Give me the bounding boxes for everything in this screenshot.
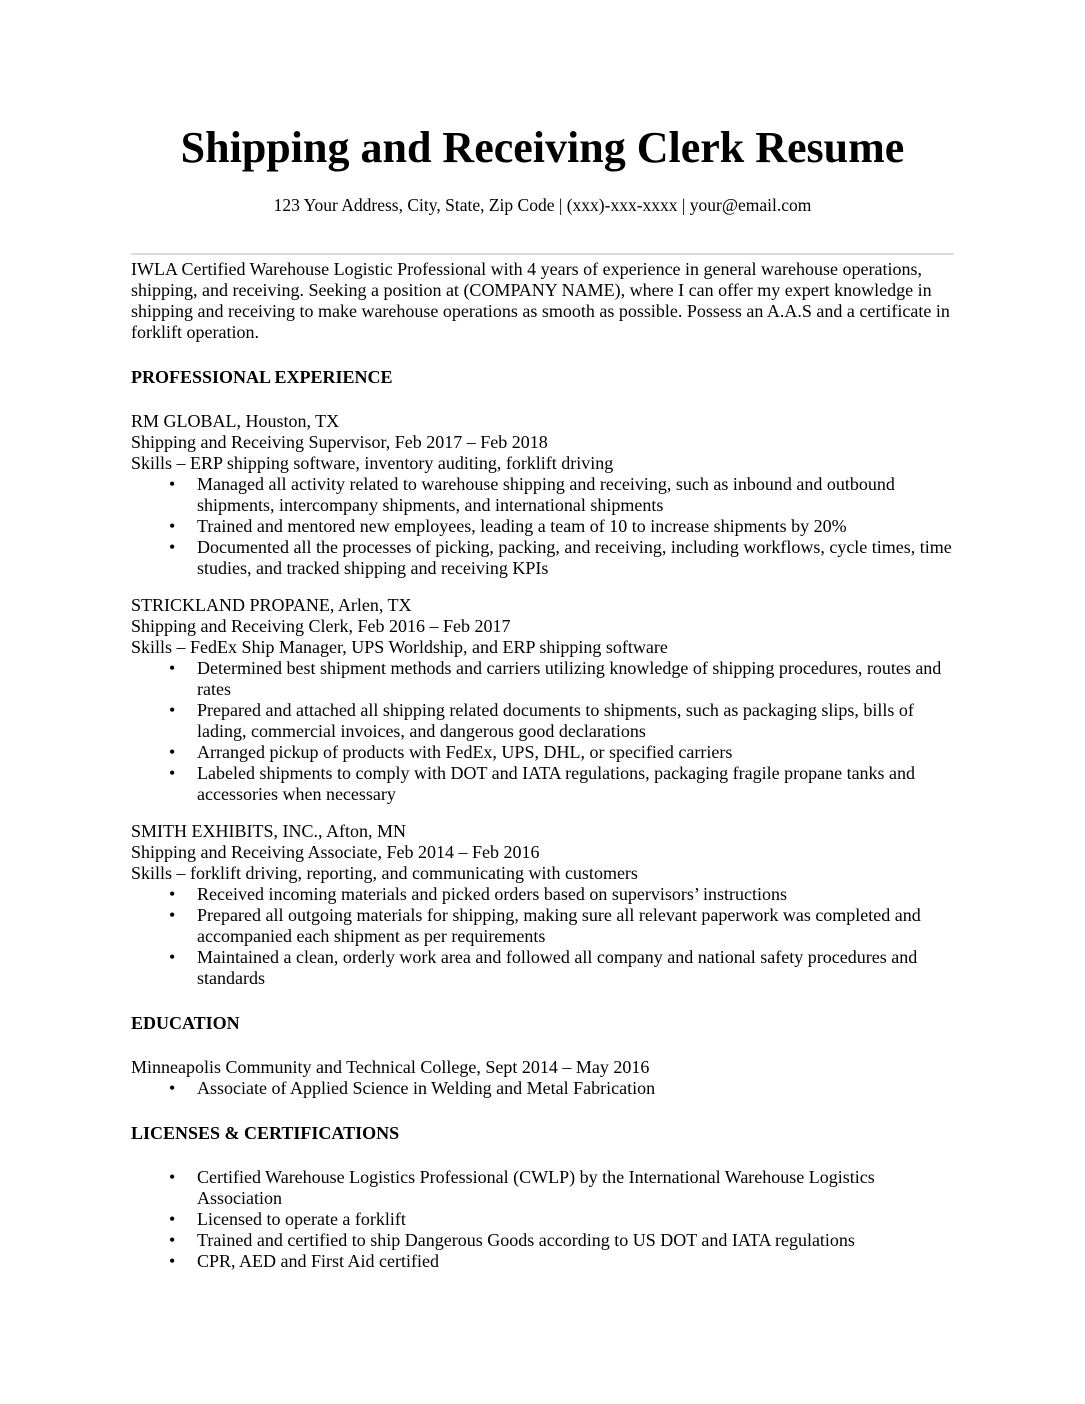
bullet-icon: • <box>169 884 176 904</box>
divider <box>131 253 954 255</box>
job-bullets <box>131 884 957 989</box>
list-item <box>131 1251 957 1272</box>
bullet-text: Received incoming materials and picked orders based on supervisors’ instructions <box>197 884 788 904</box>
bullet-text: Arranged pickup of products with FedEx, UPS, DHL, or specified carriers <box>197 742 733 762</box>
list-item <box>131 1230 957 1251</box>
bullet-icon: • <box>169 474 176 494</box>
job-skills: Skills – ERP shipping software, inventory auditing, forklift driving <box>131 453 614 473</box>
job-bullets <box>131 658 957 805</box>
bullet-icon: • <box>169 1209 176 1229</box>
job-title: Shipping and Receiving Supervisor, Feb 2017 – Feb 2018 <box>131 432 548 452</box>
bullet-text: Maintained a clean, orderly work area and followed all company and national safety procedures and standards <box>197 947 918 988</box>
education-school: Minneapolis Community and Technical College, Sept 2014 – May 2016 <box>131 1057 650 1077</box>
bullet-text: Prepared and attached all shipping related documents to shipments, such as packaging slips, bills of lading, commercial invoices, and dangerous good declarations <box>197 700 914 741</box>
list-item <box>131 1209 957 1230</box>
list-item <box>131 1167 957 1209</box>
list-item <box>131 474 957 516</box>
bullet-icon: • <box>169 1251 176 1271</box>
job-company: RM GLOBAL, Houston, TX <box>131 411 340 431</box>
list-item <box>131 884 957 905</box>
bullet-icon: • <box>169 742 176 762</box>
bullet-icon: • <box>169 1078 176 1098</box>
list-item <box>131 742 957 763</box>
job-skills: Skills – forklift driving, reporting, and communicating with customers <box>131 863 638 883</box>
bullet-text: Determined best shipment methods and carriers utilizing knowledge of shipping procedures, routes and rates <box>197 658 942 699</box>
bullet-text: Labeled shipments to comply with DOT and IATA regulations, packaging fragile propane tanks and accessories when necessary <box>197 763 916 804</box>
list-item <box>131 658 957 700</box>
bullet-text: Associate of Applied Science in Welding and Metal Fabrication <box>197 1078 656 1098</box>
job-skills: Skills – FedEx Ship Manager, UPS Worldship, and ERP shipping software <box>131 637 668 657</box>
bullet-icon: • <box>169 516 176 536</box>
list-item <box>131 700 957 742</box>
job-company: SMITH EXHIBITS, INC., Afton, MN <box>131 821 407 841</box>
bullet-icon: • <box>169 537 176 557</box>
bullet-icon: • <box>169 658 176 678</box>
education-bullets <box>131 1078 957 1099</box>
job-title: Shipping and Receiving Clerk, Feb 2016 – Feb 2017 <box>131 616 511 636</box>
bullet-text: Prepared all outgoing materials for shipping, making sure all relevant paperwork was completed and accompanied each shipment as per requirements <box>197 905 921 946</box>
job-bullets <box>131 474 957 579</box>
list-item <box>131 905 957 947</box>
bullet-text: CPR, AED and First Aid certified <box>197 1251 439 1271</box>
licenses-heading: LICENSES & CERTIFICATIONS <box>131 1123 400 1143</box>
bullet-icon: • <box>169 905 176 925</box>
list-item <box>131 947 957 989</box>
bullet-text: Managed all activity related to warehouse shipping and receiving, such as inbound and outbound shipments, intercompany shipments, and international shipments <box>197 474 895 515</box>
summary: IWLA Certified Warehouse Logistic Professional with 4 years of experience in general warehouse operations, shipping, and receiving. Seeking a position at (COMPANY NAME), where I can offer my expert knowledge in shipping and receiving to make warehouse operations as smooth as possible. Possess an A.A.S and a certificate in forklift operation. <box>131 259 950 342</box>
licenses-bullets <box>131 1167 957 1272</box>
resume-body <box>131 259 957 1272</box>
job-entry <box>131 595 957 805</box>
bullet-icon: • <box>169 1230 176 1250</box>
list-item <box>131 1078 957 1099</box>
job-entry <box>131 821 957 989</box>
job-title: Shipping and Receiving Associate, Feb 2014 – Feb 2016 <box>131 842 540 862</box>
bullet-text: Trained and certified to ship Dangerous Goods according to US DOT and IATA regulations <box>197 1230 855 1250</box>
job-entry <box>131 411 957 579</box>
bullet-text: Licensed to operate a forklift <box>197 1209 406 1229</box>
contact-info: 123 Your Address, City, State, Zip Code | (xxx)-xxx-xxxx | your@email.com <box>273 195 812 215</box>
job-company: STRICKLAND PROPANE, Arlen, TX <box>131 595 412 615</box>
list-item <box>131 763 957 805</box>
resume-title: Shipping and Receiving Clerk Resume <box>180 123 905 172</box>
bullet-text: Trained and mentored new employees, leading a team of 10 to increase shipments by 20% <box>197 516 847 536</box>
bullet-text: Certified Warehouse Logistics Professional (CWLP) by the International Warehouse Logistics Association <box>197 1167 875 1208</box>
experience-list <box>131 411 957 989</box>
bullet-icon: • <box>169 1167 176 1187</box>
list-item <box>131 516 957 537</box>
bullet-icon: • <box>169 763 176 783</box>
bullet-icon: • <box>169 947 176 967</box>
list-item <box>131 537 957 579</box>
experience-heading: PROFESSIONAL EXPERIENCE <box>131 367 393 387</box>
bullet-icon: • <box>169 700 176 720</box>
bullet-text: Documented all the processes of picking, packing, and receiving, including workflows, cycle times, time studies, and tracked shipping and receiving KPIs <box>197 537 952 578</box>
education-heading: EDUCATION <box>131 1013 240 1033</box>
